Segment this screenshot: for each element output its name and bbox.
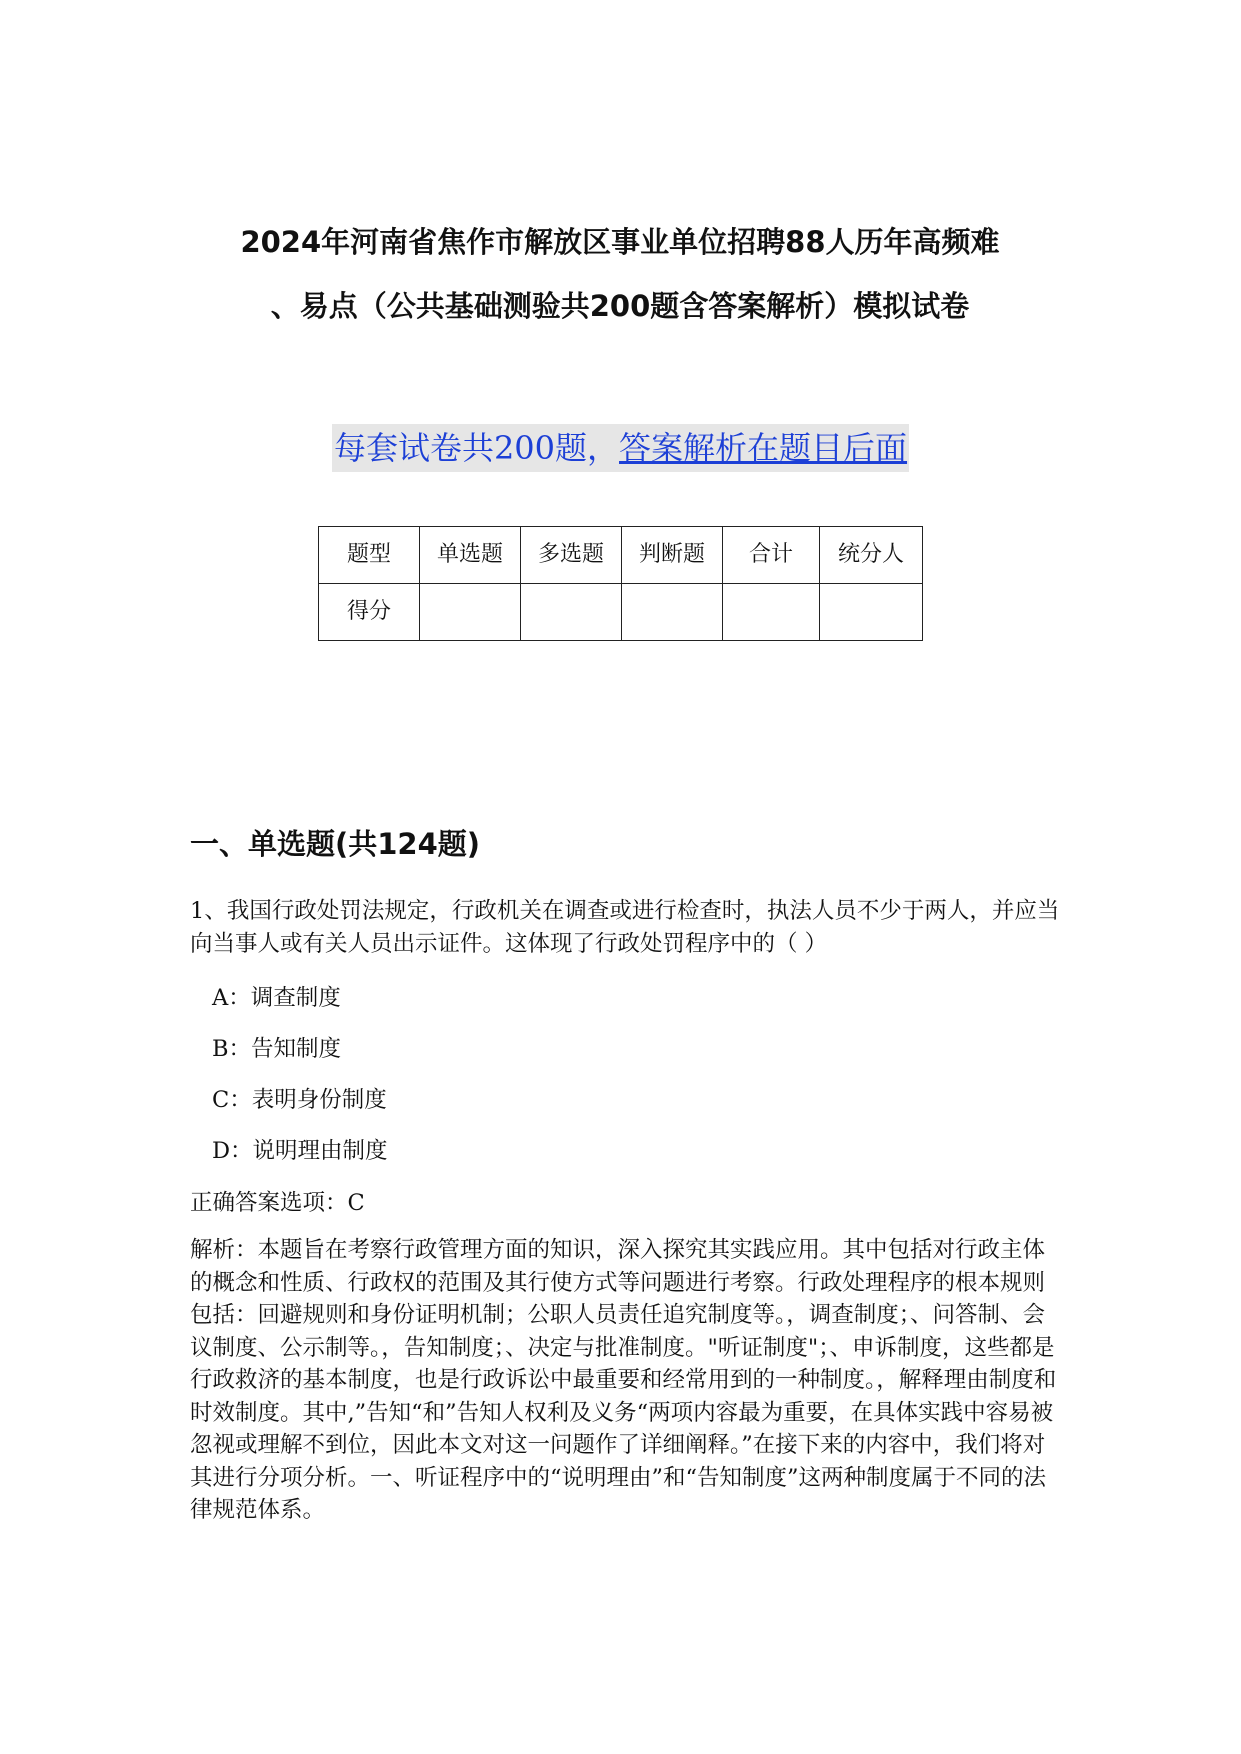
correct-answer: 正确答案选项：C xyxy=(190,1190,365,1216)
header-cell-type: 题型 xyxy=(319,527,420,584)
score-table-score-row xyxy=(319,584,923,641)
question-text: 1、我国行政处罚法规定，行政机关在调查或进行检查时，执法人员不少于两人，并应当向当事人或有关人员出示证件。这体现了行政处罚程序中的（ ） xyxy=(190,898,1060,957)
header-cell-multi: 多选题 xyxy=(521,527,622,584)
explanation-text: 解析：本题旨在考察行政管理方面的知识，深入探究其实践应用。其中包括对行政主体的概念和性质、行政权的范围及其行使方式等问题进行考察。行政处理程序的根本规则包括：回避规则和身份证明机制；公职人员责任追究制度等。，调查制度；、问答制、会议制度、公示制等。，告知制度；、决定与批准制度。"听证制度"；、申诉制度，这些都是行政救济的基本制度，也是行政诉讼中最重要和经常用到的一种制度。，解释理由制度和时效制度。其中,”告知“和”告知人权利及义务“两项内容最为重要，在具体实践中容易被忽视或理解不到位，因此本文对这一问题作了详细阐释。”在接下来的内容中，我们将对其进行分项分析。一、听证程序中的“说明理由”和“告知制度”这两种制度属于不同的法律规范体系。 xyxy=(190,1237,1057,1523)
header-cell-judge: 判断题 xyxy=(622,527,723,584)
score-cell-single xyxy=(420,584,521,641)
banner-container xyxy=(0,424,1241,472)
banner xyxy=(332,424,909,472)
answer-link[interactable]: 答案解析在题目后面 xyxy=(619,429,908,467)
banner-text: 每套试卷共200题， xyxy=(333,429,620,467)
score-table xyxy=(318,526,923,641)
header-cell-scorer: 统分人 xyxy=(820,527,923,584)
header-cell-single: 单选题 xyxy=(420,527,521,584)
option-c: C：表明身份制度 xyxy=(212,1087,387,1113)
title-line-2: 、易点（公共基础测验共200题含答案解析）模拟试卷 xyxy=(270,289,970,323)
score-table-header-row xyxy=(319,527,923,584)
document-title xyxy=(150,210,1090,338)
score-row-label: 得分 xyxy=(319,584,420,641)
score-cell-scorer xyxy=(820,584,923,641)
header-cell-total: 合计 xyxy=(723,527,820,584)
score-cell-judge xyxy=(622,584,723,641)
section-heading: 一、单选题(共124题) xyxy=(190,827,481,861)
score-cell-total xyxy=(723,584,820,641)
option-b: B：告知制度 xyxy=(212,1036,342,1062)
score-cell-multi xyxy=(521,584,622,641)
option-d: D：说明理由制度 xyxy=(212,1138,388,1164)
option-a: A：调查制度 xyxy=(212,985,341,1011)
title-line-1: 2024年河南省焦作市解放区事业单位招聘88人历年高频难 xyxy=(240,225,1000,259)
